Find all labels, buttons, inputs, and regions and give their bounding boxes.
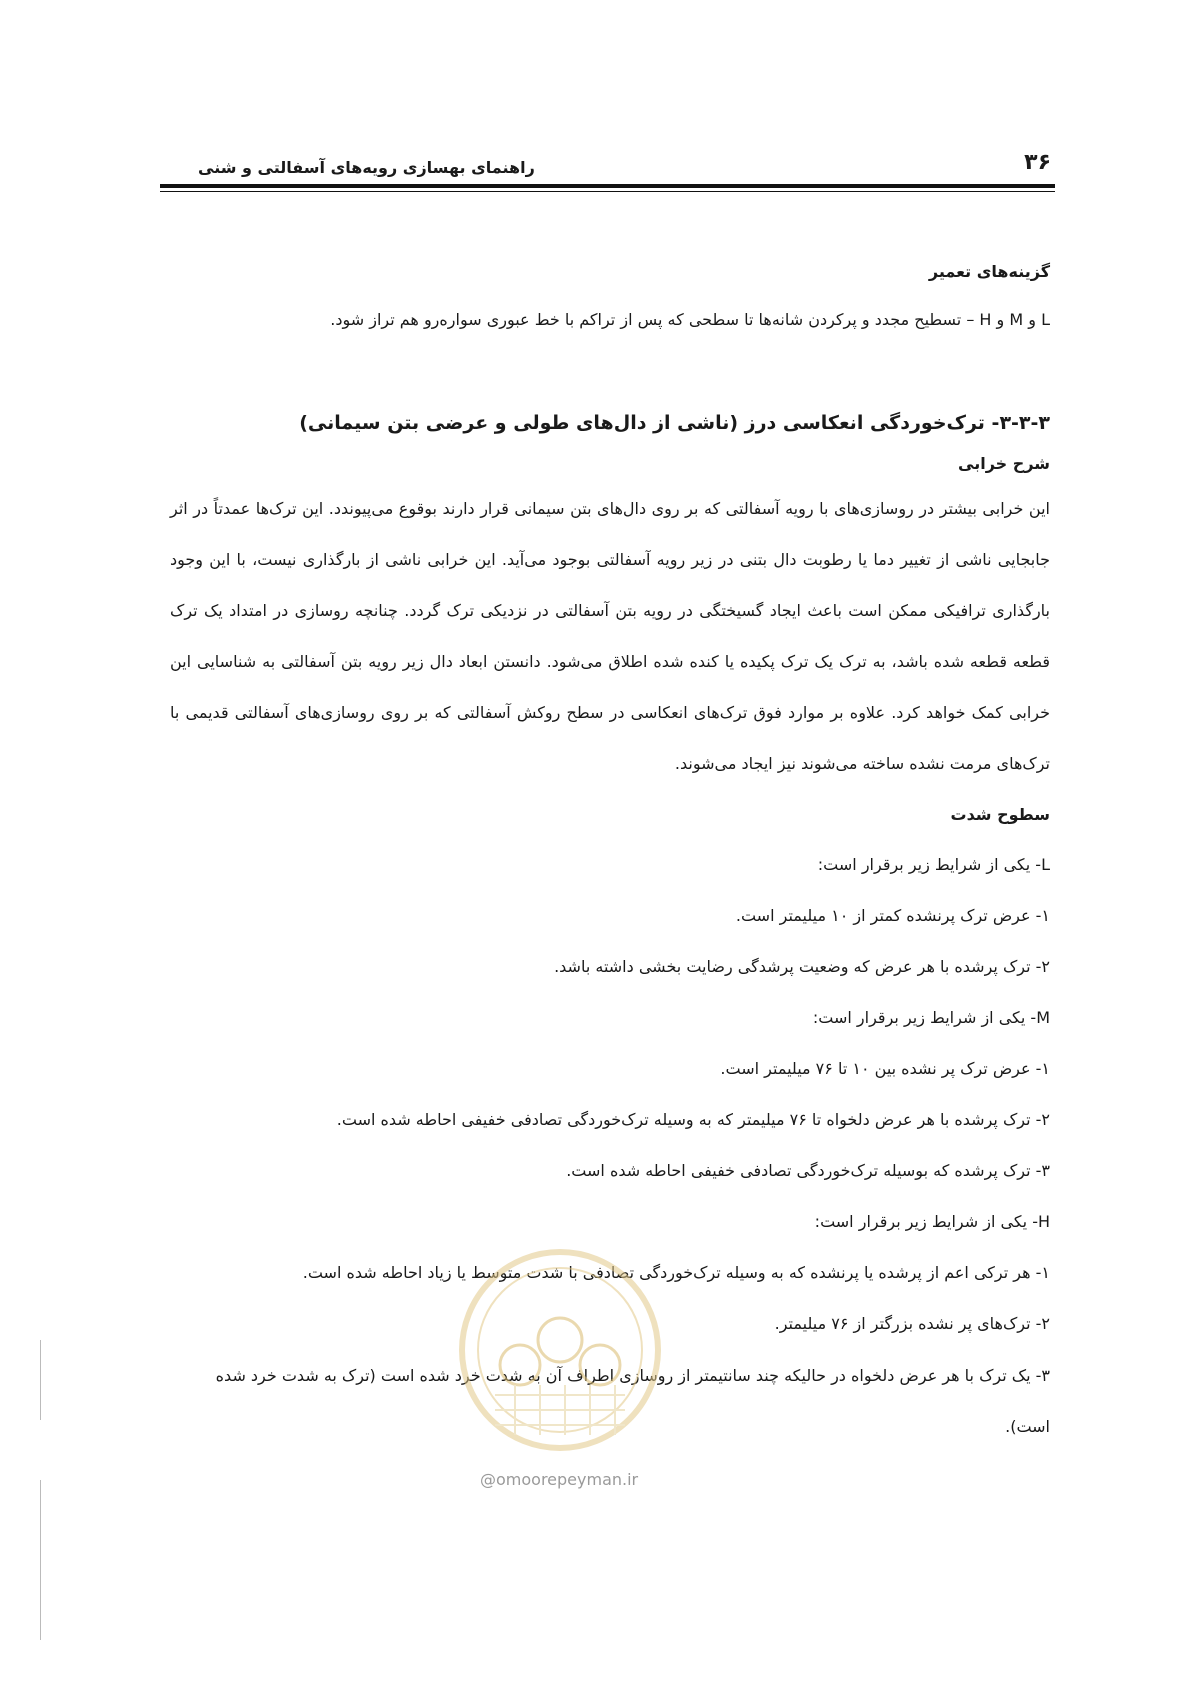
severity-H-intro: H- یکی از شرایط زیر برقرار است: xyxy=(814,1212,1050,1231)
scan-edge-mark xyxy=(40,1340,41,1420)
severity-H-item-3: ۳- یک ترک با هر عرض دلخواه در حالیکه چند سانتیمتر از روسازی اطراف آن به شدت خرد شده است (ترک به شدت خرد شده است). xyxy=(215,1366,1050,1436)
header-title: راهنمای بهسازی رویه‌های آسفالتی و شنی xyxy=(198,158,535,177)
severity-L-intro: L- یکی از شرایط زیر برقرار است: xyxy=(817,855,1050,874)
watermark-seal-icon xyxy=(455,1245,665,1455)
severity-L-item-2: ۲- ترک پرشده با هر عرض که وضعیت پرشدگی رضایت بخشی داشته باشد. xyxy=(554,957,1050,976)
severity-M-item-1: ۱- عرض ترک پر نشده بین ۱۰ تا ۷۶ میلیمتر است. xyxy=(720,1059,1050,1078)
section-title: ۳-۳-۳- ترک‌خوردگی انعکاسی درز (ناشی از دال‌های طولی و عرضی بتن سیمانی) xyxy=(299,412,1050,434)
page-number: ۳۶ xyxy=(1024,150,1051,175)
severity-H-item-1: ۱- هر ترکی اعم از پرشده یا پرنشده که به وسیله ترک‌خوردگی تصادفی با شدت متوسط یا زیاد احاطه شده است. xyxy=(302,1263,1050,1282)
description-heading: شرح خرابی xyxy=(958,454,1050,473)
severity-M-item-3: ۳- ترک پرشده که بوسیله ترک‌خوردگی تصادفی خفیفی احاطه شده است. xyxy=(566,1161,1050,1180)
severity-M-intro: M- یکی از شرایط زیر برقرار است: xyxy=(812,1008,1050,1027)
repair-options-text: L و M و H – تسطیح مجدد و پرکردن شانه‌ها تا سطحی که پس از تراکم با خط عبوری سواره‌رو هم تراز شود. xyxy=(330,310,1050,329)
page-header xyxy=(160,140,1055,200)
severity-H-item-2: ۲- ترک‌های پر نشده بزرگتر از ۷۶ میلیمتر. xyxy=(774,1314,1050,1333)
severity-heading: سطوح شدت xyxy=(950,805,1050,824)
watermark-site-text: @omoorepeyman.ir xyxy=(480,1470,639,1489)
repair-options-heading: گزینه‌های تعمیر xyxy=(928,262,1050,281)
header-rule-thick xyxy=(160,184,1055,188)
description-paragraph: این خرابی بیشتر در روسازی‌های با رویه آسفالتی که بر روی دال‌های بتن سیمانی قرار دارند بوقوع می‌پیوندد. این ترک‌ها عمدتاً در اثر جابجایی ناشی از تغییر دما یا رطوبت دال بتنی در زیر رویه آسفالتی بوجود می‌آید. این خرابی ناشی از بارگذاری نیست، با این وجود بارگذاری ترافیکی ممکن است باعث ایجاد گسیختگی در رویه بتن آسفالتی در نزدیکی ترک گردد. چنانچه روسازی در امتداد یک ترک قطعه قطعه شده باشد، به ترک یک ترک پکیده یا کنده شده اطلاق می‌شود. دانستن ابعاد دال زیر رویه بتن آسفالتی به شناسایی این خرابی کمک خواهد کرد. علاوه بر موارد فوق ترک‌های انعکاسی در سطح روکش آسفالتی که بر روی روسازی‌های آسفالتی قدیمی با ترک‌های مرمت نشده ساخته می‌شوند نیز ایجاد می‌شوند. xyxy=(170,499,1050,773)
header-rule-thin xyxy=(160,191,1055,192)
scan-edge-mark xyxy=(40,1480,41,1640)
severity-L-item-1: ۱- عرض ترک پرنشده کمتر از ۱۰ میلیمتر است. xyxy=(735,906,1050,925)
severity-M-item-2: ۲- ترک پرشده با هر عرض دلخواه تا ۷۶ میلیمتر که به وسیله ترک‌خوردگی تصادفی خفیفی احاطه شده است. xyxy=(336,1110,1050,1129)
